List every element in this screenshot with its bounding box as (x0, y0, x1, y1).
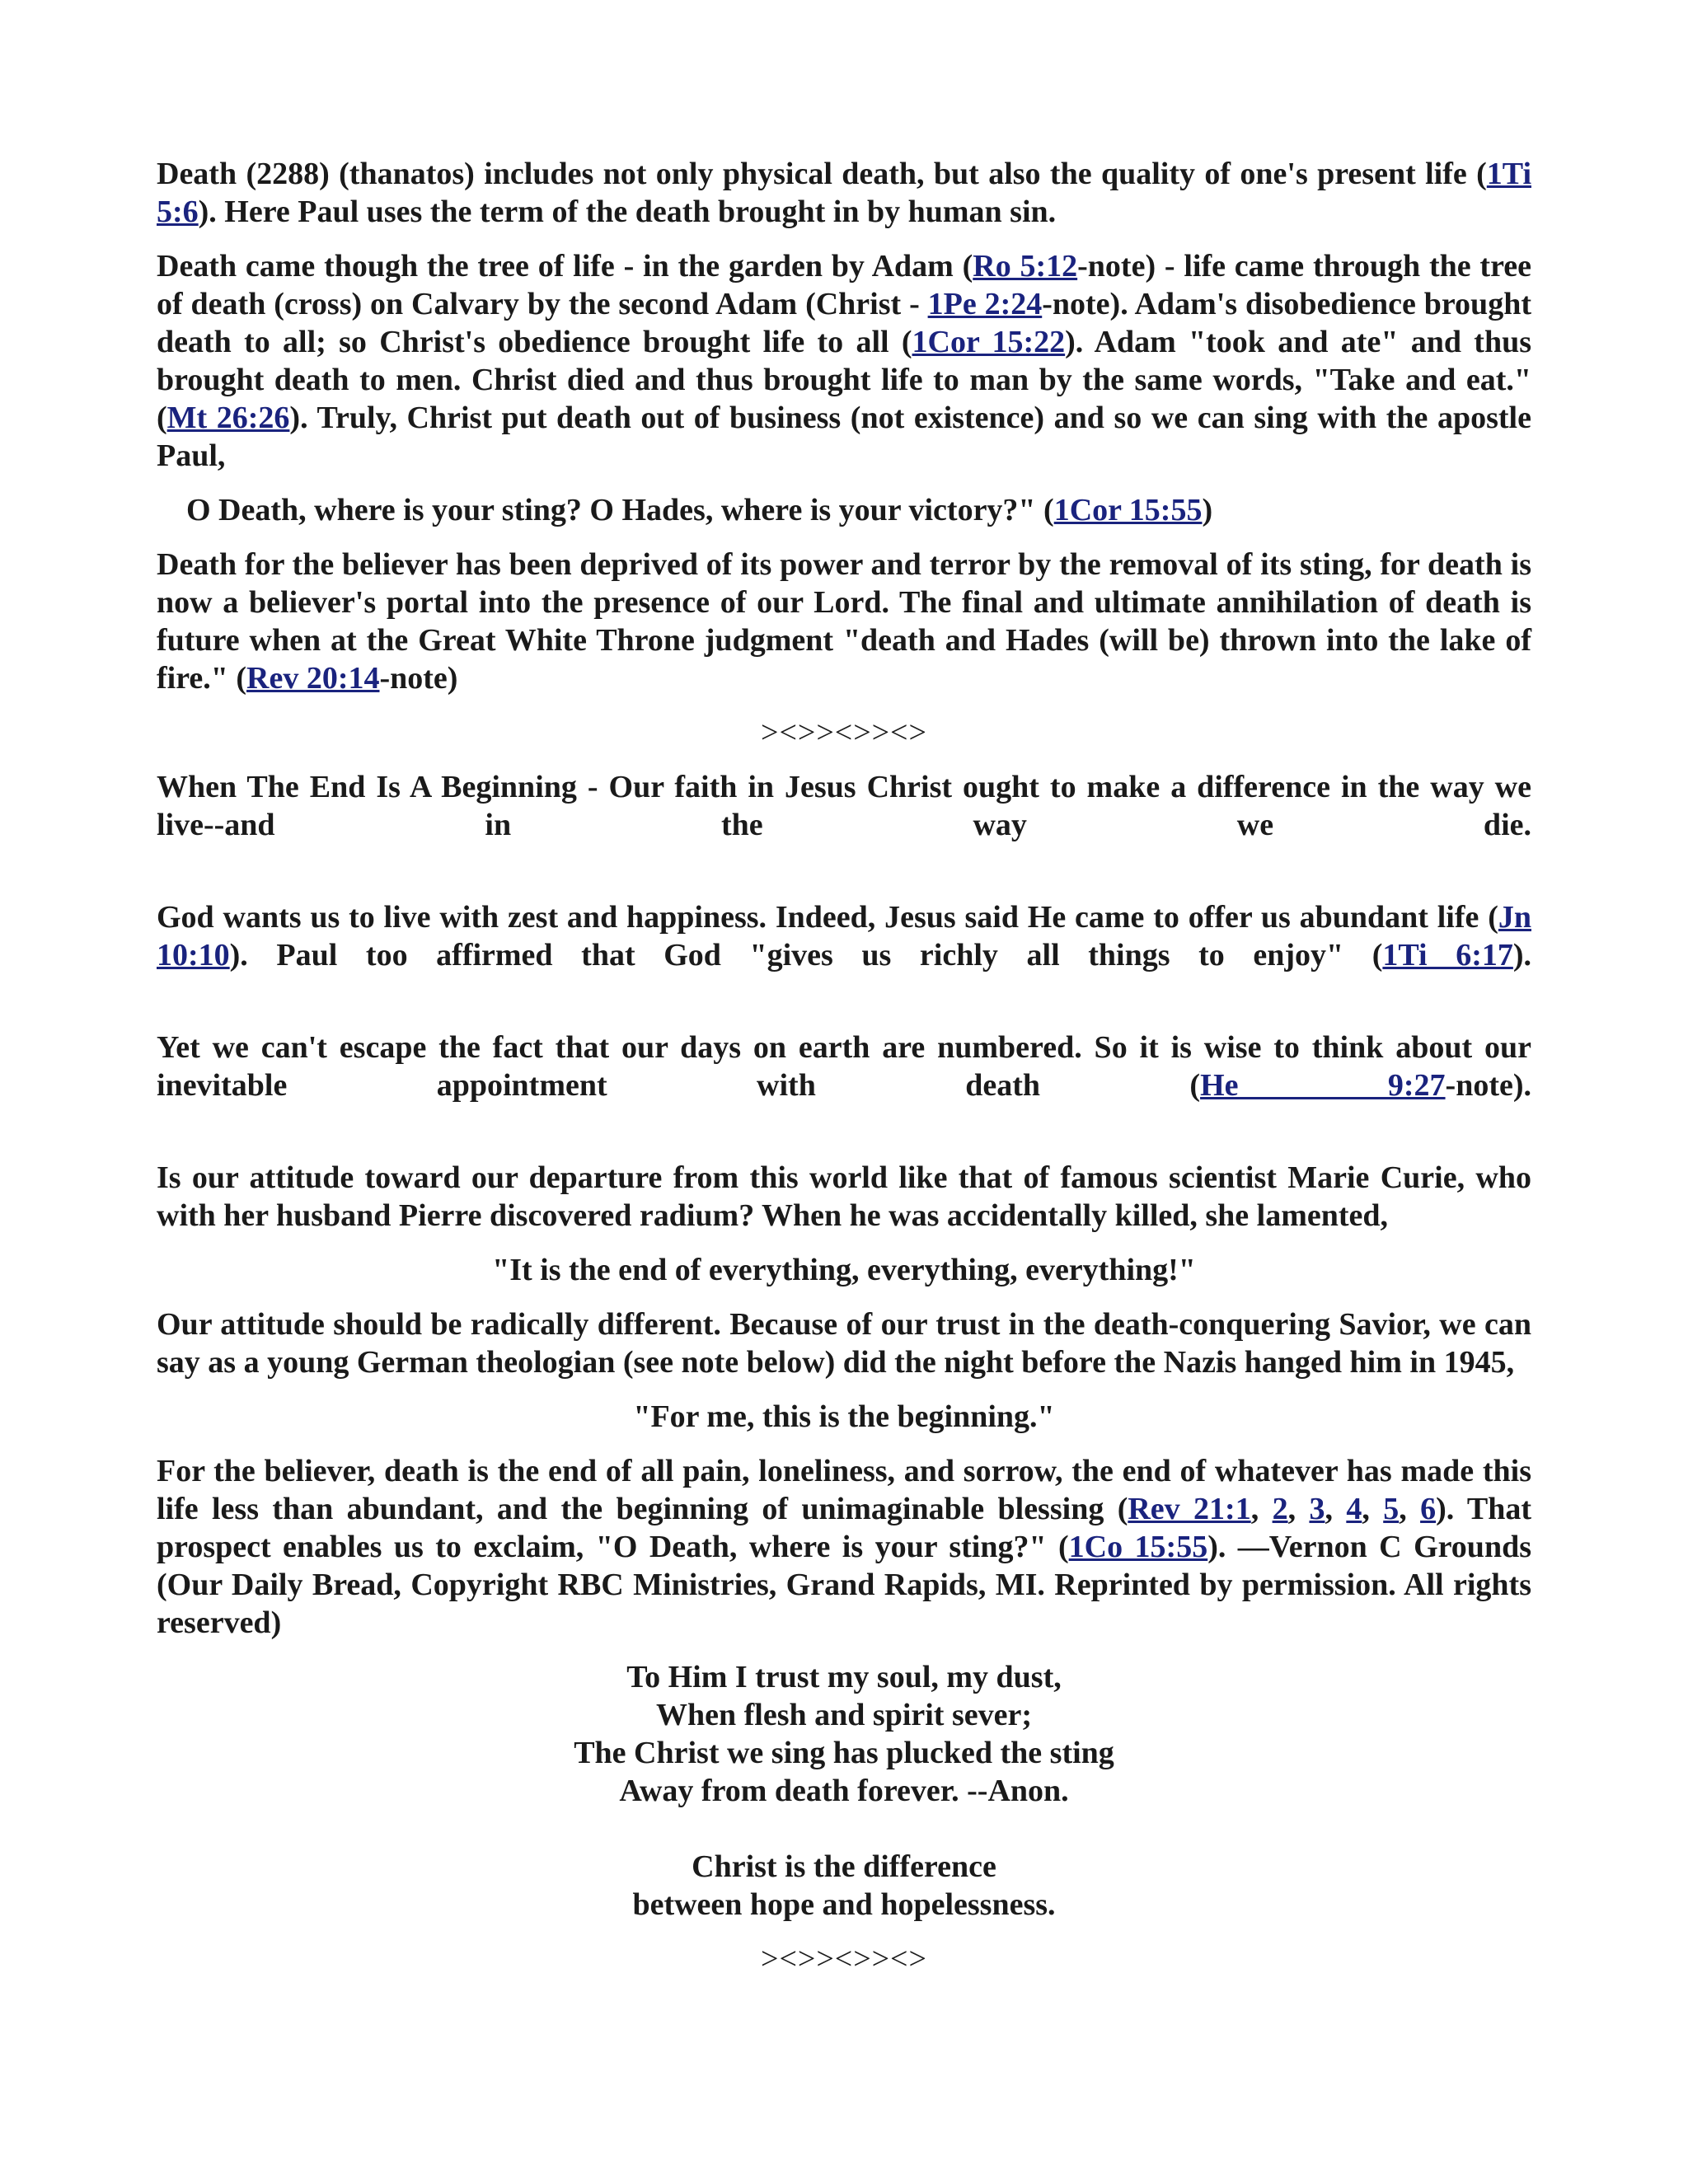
paragraph-tree-of-life: Death came though the tree of life - in the garden by Adam (Ro 5:12-note) - life came through the tree of death (cross) on Calvary by the second Adam (Christ - 1Pe 2:24-note). Adam's disobedience brought death to all; so Christ's obedience brought life to all (1Cor 15:22). Adam "took and ate" and thus brought death to men. Christ died and thus brought life to man by the same words, "Take and eat." (Mt 26:26). Truly, Christ put death out of business (not existence) and so we can sing with the apostle Paul, (157, 249, 1531, 473)
link-he-9-27[interactable]: He 9:27 (1200, 1068, 1446, 1103)
paragraph-abundant-life: God wants us to live with zest and happiness. Indeed, Jesus said He came to offer us abundant life (Jn 10:10). Paul too affirmed that God "gives us richly all things to enjoy" (1Ti 6:17). (157, 900, 1532, 972)
link-1cor-15-22[interactable]: 1Cor 15:22 (912, 325, 1066, 359)
paragraph-end-of-all-pain: For the believer, death is the end of all pain, loneliness, and sorrow, the end of whatever has made this life less than abundant, and the beginning of unimaginable blessing (Rev 21:1, 2, 3, 4, 5, 6). That prospect enables us to exclaim, "O Death, where is your sting?" (1Co 15:55). —Vernon C Grounds (Our Daily Bread, Copyright RBC Ministries, Grand Rapids, MI. Reprinted by permission. All rights reserved) (157, 1454, 1532, 1640)
paragraph-death-for-believer: Death for the believer has been deprived of its power and terror by the removal of its sting, for death is now a believer's portal into the presence of our Lord. The final and ultimate annihilation of death is future when at the Great White Throne judgment "death and Hades (will be) thrown into the lake of fire." (Rev 20:14-note) (157, 547, 1531, 696)
poem-line: To Him I trust my soul, my dust, (626, 1660, 1062, 1694)
link-ro-5-12[interactable]: Ro 5:12 (973, 249, 1078, 284)
section-divider: ><>><>><> (761, 715, 927, 750)
link-1cor-15-55[interactable]: 1Cor 15:55 (1053, 493, 1203, 527)
paragraph-marie-curie: Is our attitude toward our departure from this world like that of famous scientist Marie Curie, who with her husband Pierre discovered radium? When he was accidentally killed, she lamented, (157, 1160, 1531, 1233)
link-rev-21-1[interactable]: Rev 21:1 (1128, 1492, 1251, 1526)
link-rev-21-3[interactable]: 3 (1309, 1492, 1325, 1526)
link-jn-10-10[interactable]: Jn 10:10 (157, 900, 1531, 972)
poem (157, 1658, 1531, 1810)
link-rev-21-2[interactable]: 2 (1272, 1492, 1288, 1526)
quote-end-of-everything: "It is the end of everything, everything, everything!" (492, 1253, 1196, 1287)
paragraph-attitude-different: Our attitude should be radically different. Because of our trust in the death-conquering Savior, we can say as a young German theologian (see note below) did the night before the Nazis hanged him in 1945, (157, 1307, 1531, 1380)
link-1pe-2-24[interactable]: 1Pe 2:24 (927, 287, 1043, 321)
link-1ti-6-17[interactable]: 1Ti 6:17 (1382, 938, 1513, 972)
quote-this-is-the-beginning: "For me, this is the beginning." (633, 1399, 1055, 1434)
motto-line: between hope and hopelessness. (632, 1887, 1056, 1922)
paragraph-days-numbered: Yet we can't escape the fact that our days on earth are numbered. So it is wise to think about our inevitable appointment with death (He 9:27-note). (157, 1030, 1532, 1103)
document-page (157, 155, 1531, 1994)
motto-line: Christ is the difference (692, 1849, 996, 1884)
link-1co-15-55[interactable]: 1Co 15:55 (1068, 1530, 1208, 1564)
link-rev-21-4[interactable]: 4 (1346, 1492, 1362, 1526)
poem-line: When flesh and spirit sever; (656, 1698, 1032, 1732)
poem-line: The Christ we sing has plucked the sting (574, 1736, 1114, 1770)
link-mt-26-26[interactable]: Mt 26:26 (166, 401, 290, 435)
motto (157, 1848, 1531, 1924)
poem-line: Away from death forever. --Anon. (619, 1774, 1069, 1808)
paragraph-end-is-beginning: When The End Is A Beginning - Our faith in Jesus Christ ought to make a difference in the way we live--and in the way we die. (157, 770, 1531, 842)
paragraph-death-definition: Death (2288) (thanatos) includes not only physical death, but also the quality of one's present life (1Ti 5:6). Here Paul uses the term of the death brought in by human sin. (157, 157, 1531, 229)
quote-o-death: O Death, where is your sting? O Hades, where is your victory?" (1Cor 15:55) (186, 493, 1213, 527)
link-1ti-5-6[interactable]: 1Ti 5:6 (157, 157, 1531, 229)
link-rev-21-5[interactable]: 5 (1383, 1492, 1400, 1526)
link-rev-21-6[interactable]: 6 (1420, 1492, 1437, 1526)
section-divider-bottom: ><>><>><> (761, 1942, 927, 1976)
link-rev-20-14[interactable]: Rev 20:14 (246, 661, 380, 696)
